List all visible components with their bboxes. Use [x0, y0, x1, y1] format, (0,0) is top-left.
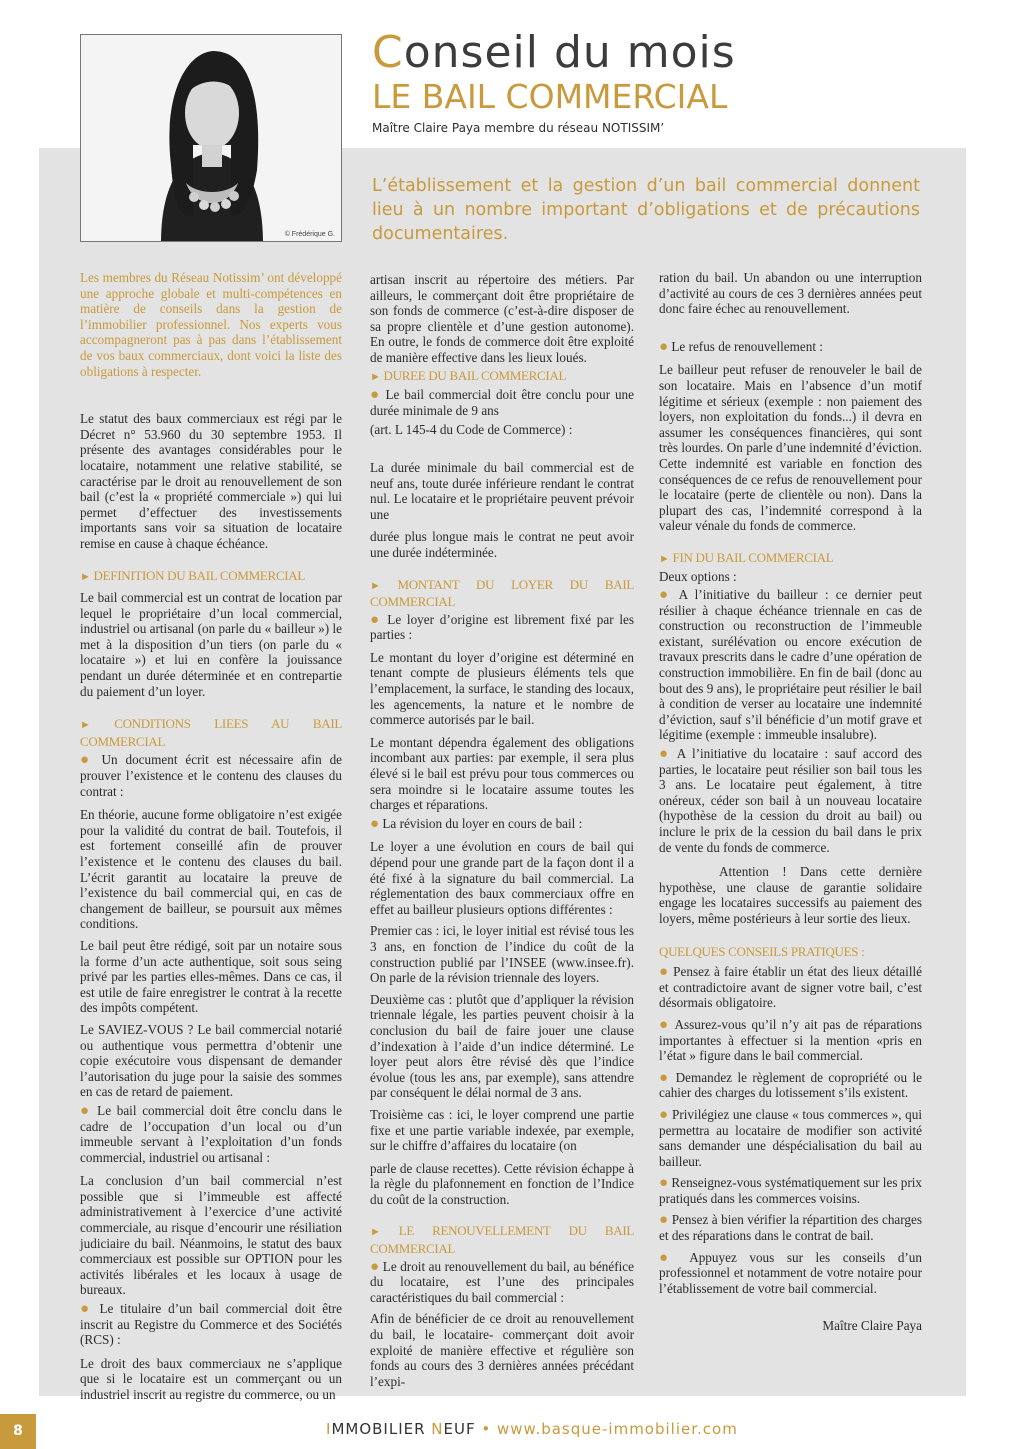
- bullet-text: Pensez à faire établir un état des lieux détaillé et contradictoire avant de signer votre bail, c’est désormais obligatoire.: [659, 964, 923, 1011]
- bullet-item: [659, 587, 922, 743]
- bullet-text: A l’initiative du locataire : sauf accord des parties, le locataire peut résilier son bail tous les 3 ans. Le locataire peut également, à titre onéreux, céder son bail à un nouveau locataire (hypothèse de la cession du droit au bail) ou inclure le prix de la cession du bail dans le prix de vente du fonds de commerce.: [659, 746, 922, 855]
- bullet-item: [659, 1175, 922, 1206]
- triangle-right-icon: ►: [370, 1226, 381, 1239]
- paragraph: Deuxième cas : plutôt que d’appliquer la révision triennale légale, les parties peuvent choisir à la conclusion du bail de faire jouer une clause d’indexation à l’aide d’un indice déterminé. Le loyer peut alors être révisé dès que l’indice évolue (tous les ans, par exemple), sans attendre par conséquent le délai normal de 3 ans.: [370, 991, 634, 1101]
- dot-bullet-icon: ●: [80, 1102, 92, 1119]
- paragraph: Attention ! Dans cette dernière hypothèse, une clause de garantie solidaire engage les locataires successifs au paiement des loyers, même postérieurs à leur sortie des lieux.: [659, 864, 922, 926]
- section-heading-conditions: [80, 716, 342, 749]
- paragraph: durée plus longue mais le contrat ne peut avoir une durée indéterminée.: [370, 529, 634, 560]
- bullet-text: Le titulaire d’un bail commercial doit être inscrit au Registre du Commerce et des Sociétés (RCS) :: [80, 1301, 343, 1348]
- heading-text: CONDITIONS LIEES AU BAIL COMMERCIAL: [80, 716, 342, 749]
- triangle-right-icon: ►: [370, 579, 381, 592]
- author-photo: [80, 34, 342, 242]
- dot-bullet-icon: ●: [659, 1212, 669, 1229]
- paragraph: Le bail commercial est un contrat de location par lequel le propriétaire d’un local commercial, industriel ou artisanal (on parle du « bailleur ») le met à la disposition d’un tiers (on parle du « locataire ») et lui en confère la jouissance pendant un durée déterminée et en contrepartie du paiement d’un loyer.: [80, 590, 342, 699]
- bullet-text: Assurez-vous qu’il n’y ait pas de réparations importantes à effectuer si la mention «pris en l’état » figure dans le bail commercial.: [659, 1016, 922, 1064]
- page-footer: [0, 1414, 1024, 1449]
- paragraph: Deux options :: [659, 568, 737, 584]
- column-3: [659, 270, 922, 1334]
- bullet-text: Privilégiez une clause « tous commerces », qui permettra au locataire de modifier son activité sans demander une déspécialisation du bail au bailleur.: [659, 1106, 923, 1169]
- bullet-text: A l’initiative du bailleur : ce dernier peut résilier à chaque échéance triennale en cas de construction ou reconstruction de l’immeuble existant, surélévation ou encore exécution de travaux prescrits dans le cadre d’une opération de construction immobilière. En fin de bail (donc au bout des 9 ans), le propriétaire peut résilier le bail à condition de verser au locataire une indemnité d’éviction, sauf s’il bénéficie d’un motif grave et légitime (exemple : immeuble insalubre).: [659, 587, 923, 743]
- bullet-item: [80, 1301, 342, 1348]
- brand-word-2: EUF: [443, 1420, 476, 1438]
- paragraph: Le droit des baux commerciaux ne s’applique que si le locataire est un commerçant ou un industriel inscrit au registre du commerce, ou un: [80, 1355, 342, 1402]
- dot-bullet-icon: ●: [659, 746, 672, 763]
- paragraph: ration du bail. Un abandon ou une interruption d’activité au cours de ces 3 dernières années peut donc faire échec au renouvellement.: [659, 270, 922, 317]
- paragraph: (art. L 145-4 du Code de Commerce) :: [370, 422, 573, 438]
- paragraph: Le loyer a une évolution en cours de bail qui dépend pour une grande part de la façon dont il a été fixé à la signature du bail commercial. La réglementation des baux commerciaux offre en effet au bailleur plusieurs options différentes :: [370, 839, 634, 917]
- heading-text: FIN DU BAIL COMMERCIAL: [672, 549, 834, 565]
- paragraph: Le bail peut être rédigé, soit par un notaire sous la forme d’un acte authentique, soit sous seing privé par les parties elles-mêmes. Dans ce cas, il est utile de faire enregistrer le contrat à la recette des impôts compétent.: [80, 937, 342, 1016]
- dot-bullet-icon: ●: [80, 1301, 93, 1318]
- bullet-item: [80, 1103, 342, 1165]
- heading-text: MONTANT DU LOYER DU BAIL COMMERCIAL: [370, 576, 635, 610]
- dot-bullet-icon: ●: [370, 1258, 380, 1275]
- bullet-item: [659, 1070, 922, 1101]
- brand-initial-n: N: [431, 1420, 444, 1438]
- signature: Maître Claire Paya: [822, 1318, 922, 1334]
- heading-text: DEFINITION DU BAIL COMMERCIAL: [93, 567, 305, 583]
- author-line: Maître Claire Paya membre du réseau NOTISSIM’: [372, 121, 665, 135]
- paragraph: Premier cas : ici, le loyer initial est révisé tous les 3 ans, en fonction de l’indice du coût de la construction publié par l’INSEE (www.insee.fr). On parle de la révision triennale des loyers.: [370, 923, 634, 986]
- section-heading-montant: [370, 577, 634, 610]
- bullet-text: Le droit au renouvellement du bail, au bénéfice du locataire, est l’une des principales caractéristiques du bail commercial :: [370, 1258, 635, 1305]
- dot-bullet-icon: ●: [659, 1249, 678, 1266]
- section-title: [372, 28, 972, 78]
- column-2: [370, 272, 634, 1389]
- section-heading-fin: [659, 550, 922, 568]
- section-heading-conseils: QUELQUES CONSEILS PRATIQUES :: [659, 943, 865, 959]
- paragraph: Le SAVIEZ-VOUS ? Le bail commercial notarié ou authentique vous permettra d’obtenir une copie exécutoire vous dispensant de demander l’autorisation du juge pour la saisie des sommes en cas de retard de paiement.: [80, 1021, 342, 1100]
- bullet-item: [659, 1250, 922, 1297]
- article-header: [372, 28, 972, 135]
- brand-initial-i: I: [326, 1420, 332, 1438]
- column-1: [80, 270, 342, 1403]
- dot-bullet-icon: ●: [659, 964, 669, 981]
- paragraph: Le statut des baux commerciaux est régi par le Décret n° 53.960 du 30 septembre 1953. Il présente des avantages considérables pour le locataire, notamment une relative stabilité, se caractérise par le droit au renouvellement de son bail (c’est la « propriété commerciale ») qui lui permet d’effectuer des investissements importants sans voir sa situation de locataire remise en cause à chaque échéance.: [80, 411, 342, 551]
- title-rest: onseil du mois: [403, 27, 736, 78]
- section-heading-definition: [80, 568, 342, 586]
- bullet-text: Appuyez vous sur les conseils d’un professionnel et notamment de votre notaire pour l’établissement de votre bail commercial.: [659, 1249, 922, 1296]
- bullet-item: [80, 752, 342, 799]
- dot-bullet-icon: ●: [659, 338, 669, 355]
- bullet-text: Le bail commercial doit être conclu pour une durée minimale de 9 ans: [370, 387, 635, 418]
- title-initial: C: [372, 27, 404, 78]
- bullet-item: [659, 1017, 922, 1064]
- bullet-text: Le bail commercial doit être conclu dans le cadre de l’occupation d’un local ou d’un immeuble servant à l’exploitation d’un fonds commercial, industriel ou artisanal :: [80, 1102, 342, 1165]
- intro-paragraph: Les membres du Réseau Notissim’ ont développé une approche globale et multi-compétences en matière de conseils dans la gestion de l’immobilier professionnel. Nos experts vous accompagneront pas à pas dans l’établissement de vos baux commerciaux, dont voici la liste des obligations à respecter.: [80, 270, 342, 379]
- dot-bullet-icon: ●: [659, 1106, 669, 1123]
- triangle-right-icon: ►: [370, 370, 381, 383]
- dot-bullet-icon: ●: [370, 387, 381, 404]
- section-heading-duree: [370, 368, 634, 386]
- section-heading-renouvellement: [370, 1223, 634, 1256]
- dot-bullet-icon: ●: [659, 1175, 669, 1192]
- footer-brand: [326, 1420, 738, 1438]
- article-title: LE BAIL COMMERCIAL: [372, 77, 728, 116]
- paragraph: En théorie, aucune forme obligatoire n’est exigée pour la validité du contrat de bail. Toutefois, il est fortement conseillé afin de prouver l’existence et le contenu des clauses du bail. L’écrit garantit au locataire la preuve de l’existence du bail commercial qui, en cas de changement de bailleur, se poursuit aux mêmes conditions.: [80, 807, 342, 932]
- bullet-item: [370, 387, 634, 418]
- portrait-image: [81, 35, 342, 242]
- bullet-item: [659, 339, 922, 355]
- bullet-text: Le refus de renouvellement :: [671, 338, 823, 354]
- paragraph: La durée minimale du bail commercial est de neuf ans, toute durée inférieure rendant le contrat nul. Le locataire et le propriétaire peuvent prévoir une: [370, 459, 634, 522]
- bullet-text: Le loyer d’origine est librement fixé par les parties :: [370, 611, 634, 643]
- paragraph: Afin de bénéficier de ce droit au renouvellement du bail, le locataire- commerçant doit avoir exploité de manière effective et régulière son fonds au cours des 3 dernières années précédant l’expi-: [370, 1311, 634, 1389]
- paragraph: parle de clause recettes). Cette révision échappe à la règle du plafonnement en fonction de l’Indice du coût de la construction.: [370, 1160, 634, 1207]
- triangle-right-icon: ►: [80, 570, 91, 583]
- bullet-item: [370, 816, 634, 832]
- triangle-right-icon: ►: [80, 719, 91, 732]
- dot-bullet-icon: ●: [370, 815, 380, 832]
- bullet-item: [370, 612, 634, 643]
- bullet-text: Renseignez-vous systématiquement sur les prix pratiqués dans les commerces voisins.: [659, 1175, 923, 1206]
- paragraph: artisan inscrit au répertoire des métiers. Par ailleurs, le commerçant doit être propriétaire de son fonds de commerce (c’est-à-dire disposer de sa propre clientèle et d’une gestion autonome). En outre, le fonds de commerce doit être exploité de manière effective dans les lieux loués.: [370, 272, 634, 365]
- bullet-item: [659, 1107, 922, 1169]
- bullet-item: [659, 964, 922, 1011]
- paragraph: Troisième cas : ici, le loyer comprend une partie fixe et une partie variable indexée, par exemple, sur le chiffre d’affaires du locataire (on: [370, 1106, 634, 1154]
- dot-bullet-icon: ●: [80, 752, 94, 769]
- photo-credit: © Frédérique G.: [284, 231, 335, 238]
- heading-text: DUREE DU BAIL COMMERCIAL: [383, 367, 567, 383]
- footer-url[interactable]: www.basque-immobilier.com: [497, 1420, 738, 1438]
- dot-bullet-icon: ●: [659, 587, 673, 604]
- bullet-item: [659, 1212, 922, 1243]
- bullet-text: La révision du loyer en cours de bail :: [382, 815, 583, 831]
- paragraph: Le montant dépendra également des obligations incombant aux parties: par exemple, il sera plus élevé si le bail est prévu pour tous commerces ou sera moindre si le locataire assume toutes les charges et réparations.: [370, 734, 634, 813]
- paragraph: Le montant du loyer d’origine est déterminé en tenant compte de plusieurs éléments tels que l’emplacement, la surface, le standing des locaux, les agencements, la nature et le nombre de commerce autorisés par le bail.: [370, 649, 634, 728]
- bullet-text: Demandez le règlement de copropriété ou le cahier des charges du lotissement s’ils existent.: [659, 1069, 923, 1101]
- bullet-item: [659, 746, 922, 855]
- triangle-right-icon: ►: [659, 552, 670, 565]
- bullet-item: [370, 1259, 634, 1306]
- dot-bullet-icon: ●: [659, 1069, 671, 1086]
- paragraph: La conclusion d’un bail commercial n’est possible que si l’immeuble est affecté administrativement à l’exercice d’une activité commerciale, au risque d’encourir une résiliation judiciaire du bail. Néanmoins, le statut des baux commerciaux est possible sur OPTION pour les activités libérales et les locaux à usage de bureaux.: [80, 1173, 342, 1298]
- dot-bullet-icon: ●: [370, 611, 382, 628]
- page-number: 8: [0, 1414, 36, 1449]
- dot-bullet-icon: ●: [659, 1016, 670, 1033]
- bullet-text: Un document écrit est nécessaire afin de prouver l’existence et le contenu des clauses du contrat :: [80, 752, 343, 799]
- brand-word-1: MMOBILIER: [331, 1420, 432, 1438]
- paragraph: Le bailleur peut refuser de renouveler le bail de son locataire. Mais en l’absence d’un motif légitime et sérieux (exemple : non paiement des loyers, non exploitation du fonds...) il devra en assumer les conséquences financières, qui sont très lourdes. On parle d’une indemnité d’éviction. Cette indemnité est variable en fonction des conséquences de ce refus de renouvellement pour le locataire (perte de clientèle ou non). Dans la plupart des cas, l’indemnité correspond à la valeur vénale du fonds de commerce.: [659, 362, 922, 534]
- bullet-text: Pensez à bien vérifier la répartition des charges et des réparations dans le contrat de bail.: [659, 1212, 922, 1244]
- heading-text: LE RENOUVELLEMENT DU BAIL COMMERCIAL: [370, 1223, 634, 1257]
- footer-separator: •: [475, 1420, 498, 1438]
- lead-paragraph: L’établissement et la gestion d’un bail commercial donnent lieu à un nombre important d’obligations et de précautions documentaires.: [372, 176, 920, 244]
